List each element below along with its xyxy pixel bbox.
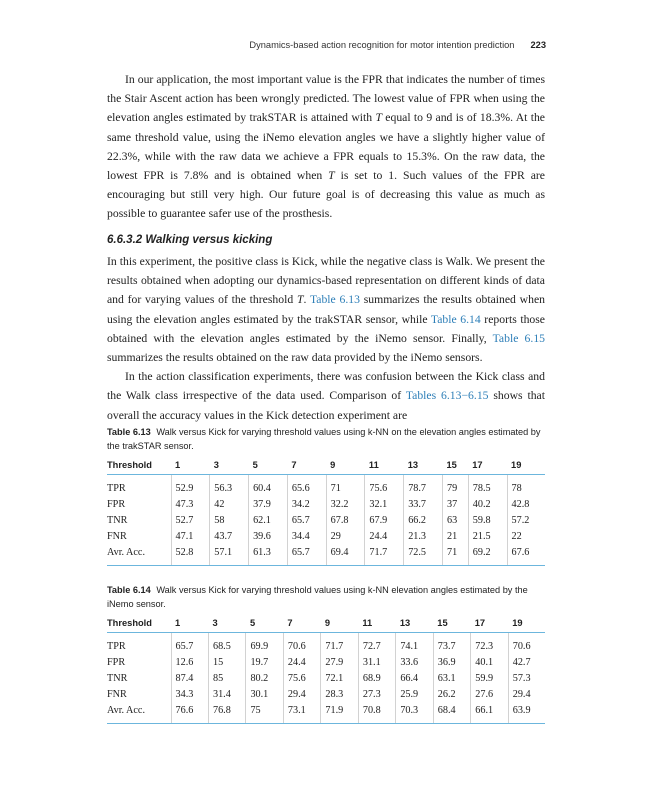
table-6-14-caption: Table 6.14 Walk versus Kick for varying threshold values using k-NN elevation angles estimated by the iNemo sensor.	[107, 585, 528, 609]
table-cell: 78	[507, 475, 545, 498]
header-threshold-value: 9	[321, 614, 358, 633]
table-cell: 19.7	[246, 655, 283, 671]
tables-range-link[interactable]: Tables 6.13−6.15	[405, 389, 489, 403]
table-cell: 59.9	[471, 671, 508, 687]
table-cell: 42.8	[507, 497, 545, 513]
header-threshold-value: 7	[287, 456, 326, 475]
table-cell: 65.6	[287, 475, 326, 498]
table-6-14-link[interactable]: Table 6.14	[430, 312, 481, 326]
table-cell: 29.4	[508, 687, 545, 703]
table-cell: 33.6	[396, 655, 433, 671]
table-cell: 73.1	[283, 703, 320, 724]
table-cell: 57.2	[507, 513, 545, 529]
table-6-15-link[interactable]: Table 6.15	[492, 331, 546, 345]
table-row	[107, 703, 545, 724]
table-cell: 68.9	[358, 671, 395, 687]
table-cell: 52.9	[171, 475, 210, 498]
header-threshold-value: 19	[508, 614, 545, 633]
row-label: FPR	[107, 499, 126, 510]
header-threshold: Threshold	[107, 614, 171, 633]
table-cell: 63	[442, 513, 468, 529]
table-cell: 21.3	[404, 529, 443, 545]
table-cell: 27.6	[471, 687, 508, 703]
table-cell: 67.8	[326, 513, 365, 529]
table-cell: 76.6	[171, 703, 208, 724]
header-threshold-value: 13	[396, 614, 433, 633]
row-label: TNR	[107, 673, 128, 684]
table-cell: 37.9	[249, 497, 288, 513]
table-cell: 52.8	[171, 545, 210, 566]
section-paragraph-2: In the action classification experiments, there was confusion between the Kick class and the Walk class irrespective of the data used. Comparison of Tables 6.13−6.15 shows that overall the accuracy values in the Kick detection experiment are	[107, 370, 545, 422]
table-cell: 66.2	[404, 513, 443, 529]
table-row	[107, 513, 545, 529]
table-cell: 75	[246, 703, 283, 724]
table-cell: 62.1	[249, 513, 288, 529]
table-cell: 30.1	[246, 687, 283, 703]
header-threshold-value: 19	[507, 456, 545, 475]
intro-paragraph: In our application, the most important value is the FPR that indicates the number of times the Stair Ascent action has been wrongly predicted. The lowest value of FPR when using the elevation angles estimated by trakSTAR is attained with T equal to 9 and is of 18.3%. At the same threshold value, using the iNemo elevation angles we have a slightly higher value of 22.3%, while with the raw data we achieve a FPR equals to 15.3%. On the raw data, the lowest FPR is 7.8% and is obtained when T is set to 1. Such values of the FPR are encouraging but still very high. Our future goal is of decreasing this value as much as possible to guarantee safer use of the prosthesis.	[107, 73, 545, 221]
table-row	[107, 633, 545, 656]
table-cell: 43.7	[210, 529, 249, 545]
table-cell: 87.4	[171, 671, 208, 687]
table-cell: 31.4	[208, 687, 245, 703]
header-threshold-value: 11	[358, 614, 395, 633]
table-cell: 72.3	[471, 633, 508, 656]
table-row	[107, 671, 545, 687]
section-text	[107, 252, 545, 425]
table-cell: 29.4	[283, 687, 320, 703]
table-row	[107, 545, 545, 566]
header-threshold-value: 1	[171, 456, 210, 475]
table-cell: 76.8	[208, 703, 245, 724]
table-cell: 71.7	[365, 545, 404, 566]
header-threshold-value: 1	[171, 614, 208, 633]
row-label: TPR	[107, 641, 126, 652]
table-cell: 61.3	[249, 545, 288, 566]
table-cell: 24.4	[365, 529, 404, 545]
table-cell: 28.3	[321, 687, 358, 703]
table-header-row	[107, 614, 545, 633]
table-cell: 32.2	[326, 497, 365, 513]
header-threshold-value: 13	[404, 456, 443, 475]
table-cell: 75.6	[283, 671, 320, 687]
row-label: FNR	[107, 689, 127, 700]
table-cell: 21	[442, 529, 468, 545]
table-cell: 69.4	[326, 545, 365, 566]
table-cell: 37	[442, 497, 468, 513]
header-threshold-value: 17	[471, 614, 508, 633]
table-cell: 29	[326, 529, 365, 545]
table-cell: 52.7	[171, 513, 210, 529]
table-cell: 63.9	[508, 703, 545, 724]
section-paragraph-1: In this experiment, the positive class is Kick, while the negative class is Walk. We present the results obtained when adopting our dynamics-based representation on different kinds of data and for varying values of the threshold T. Table 6.13 summarizes the results obtained when using the elevation angles estimated by the trakSTAR sensor, while Table 6.14 reports those obtained with the elevation angles estimated by the iNemo sensor. Finally, Table 6.15 summarizes the results obtained on the raw data provided by the iNemo sensors.	[107, 255, 546, 365]
header-threshold-value: 11	[365, 456, 404, 475]
table-cell: 47.1	[171, 529, 210, 545]
table-cell: 32.1	[365, 497, 404, 513]
intro-text	[107, 70, 545, 224]
table-cell: 72.1	[321, 671, 358, 687]
table-cell: 69.2	[468, 545, 507, 566]
header-threshold: Threshold	[107, 456, 171, 475]
header-threshold-value: 3	[208, 614, 245, 633]
row-label: TPR	[107, 483, 126, 494]
table-cell: 59.8	[468, 513, 507, 529]
table-cell: 12.6	[171, 655, 208, 671]
table-cell: 70.6	[508, 633, 545, 656]
table-cell: 65.7	[171, 633, 208, 656]
row-label: Avr. Acc.	[107, 703, 171, 724]
table-cell: 21.5	[468, 529, 507, 545]
table-header-row	[107, 456, 545, 475]
row-label: FPR	[107, 657, 126, 668]
table-cell: 69.9	[246, 633, 283, 656]
table-6-13	[107, 456, 545, 566]
table-cell: 22	[507, 529, 545, 545]
running-title: Dynamics-based action recognition for motor intention prediction	[249, 40, 515, 50]
table-cell: 33.7	[404, 497, 443, 513]
table-cell: 26.2	[433, 687, 470, 703]
table-cell: 70.3	[396, 703, 433, 724]
table-cell: 78.7	[404, 475, 443, 498]
table-cell: 80.2	[246, 671, 283, 687]
running-header	[100, 40, 546, 50]
table-cell: 65.7	[287, 513, 326, 529]
table-cell: 70.6	[283, 633, 320, 656]
table-cell: 66.1	[471, 703, 508, 724]
header-threshold-value: 15	[442, 456, 468, 475]
table-cell: 68.4	[433, 703, 470, 724]
table-row	[107, 655, 545, 671]
table-cell: 15	[208, 655, 245, 671]
table-cell: 72.7	[358, 633, 395, 656]
table-cell: 56.3	[210, 475, 249, 498]
table-cell: 31.1	[358, 655, 395, 671]
table-cell: 65.7	[287, 545, 326, 566]
table-cell: 58	[210, 513, 249, 529]
table-cell: 67.9	[365, 513, 404, 529]
table-cell: 68.5	[208, 633, 245, 656]
header-threshold-value: 15	[433, 614, 470, 633]
table-cell: 60.4	[249, 475, 288, 498]
table-cell: 34.2	[287, 497, 326, 513]
table-cell: 71	[442, 545, 468, 566]
table-cell: 57.3	[508, 671, 545, 687]
table-cell: 71	[326, 475, 365, 498]
table-cell: 70.8	[358, 703, 395, 724]
table-cell: 71.7	[321, 633, 358, 656]
page-number: 223	[530, 40, 546, 50]
table-cell: 24.4	[283, 655, 320, 671]
table-row	[107, 475, 545, 498]
table-cell: 66.4	[396, 671, 433, 687]
section-title: 6.6.3.2 Walking versus kicking	[107, 234, 273, 246]
header-threshold-value: 17	[468, 456, 507, 475]
table-cell: 73.7	[433, 633, 470, 656]
header-threshold-value: 3	[210, 456, 249, 475]
header-threshold-value: 5	[246, 614, 283, 633]
row-label: TNR	[107, 515, 128, 526]
header-threshold-value: 9	[326, 456, 365, 475]
table-cell: 63.1	[433, 671, 470, 687]
row-label: Avr. Acc.	[107, 545, 171, 566]
table-cell: 74.1	[396, 633, 433, 656]
table-cell: 85	[208, 671, 245, 687]
header-threshold-value: 5	[249, 456, 288, 475]
table-cell: 47.3	[171, 497, 210, 513]
table-cell: 57.1	[210, 545, 249, 566]
table-cell: 40.2	[468, 497, 507, 513]
table-cell: 39.6	[249, 529, 288, 545]
table-cell: 79	[442, 475, 468, 498]
table-row	[107, 529, 545, 545]
table-row	[107, 497, 545, 513]
table-cell: 34.3	[171, 687, 208, 703]
table-cell: 72.5	[404, 545, 443, 566]
table-cell: 75.6	[365, 475, 404, 498]
table-cell: 25.9	[396, 687, 433, 703]
table-cell: 42.7	[508, 655, 545, 671]
table-cell: 71.9	[321, 703, 358, 724]
table-6-13-caption: Table 6.13 Walk versus Kick for varying threshold values using k-NN on the elevation angles estimated by the trakSTAR sensor.	[107, 427, 541, 451]
table-cell: 42	[210, 497, 249, 513]
table-cell: 34.4	[287, 529, 326, 545]
table-cell: 36.9	[433, 655, 470, 671]
table-cell: 78.5	[468, 475, 507, 498]
table-6-13-link[interactable]: Table 6.13	[309, 293, 360, 307]
table-6-14	[107, 614, 545, 724]
table-cell: 27.3	[358, 687, 395, 703]
table-cell: 40.1	[471, 655, 508, 671]
table-cell: 27.9	[321, 655, 358, 671]
row-label: FNR	[107, 531, 127, 542]
table-cell: 67.6	[507, 545, 545, 566]
table-row	[107, 687, 545, 703]
header-threshold-value: 7	[283, 614, 320, 633]
